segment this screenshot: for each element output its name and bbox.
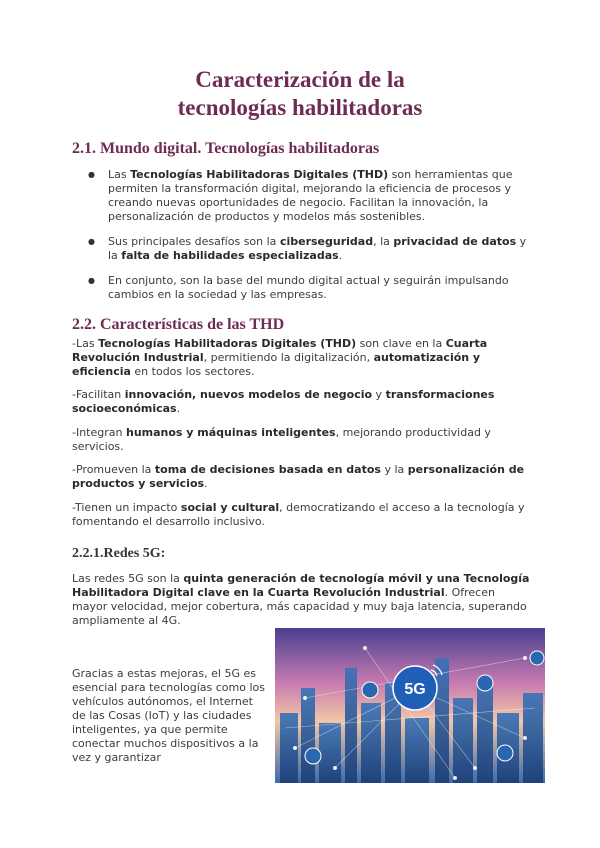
section-heading-mundo-digital: 2.1. Mundo digital. Tecnologías habilitadoras bbox=[72, 140, 380, 157]
five-g-label: 5G bbox=[404, 681, 426, 698]
paragraph: -Tienen un impacto social y cultural, democratizando el acceso a la tecnología y fomentando el desarrollo inclusivo. bbox=[72, 501, 525, 528]
paragraph: -Integran humanos y máquinas inteligentes, mejorando productividad y servicios. bbox=[72, 426, 491, 453]
paragraph: -Promueven la toma de decisiones basada en datos y la personalización de productos y servicios. bbox=[72, 463, 525, 490]
section-heading-caracteristicas: 2.2. Características de las THD bbox=[72, 316, 285, 333]
thd-bullet-list bbox=[88, 168, 534, 313]
section-heading-redes-5g: 2.2.1.Redes 5G: bbox=[72, 546, 166, 561]
list-item: ● Las Tecnologías Habilitadoras Digitales (THD) son herramientas que permiten la transformación digital, mejorando la eficiencia de procesos y creando nuevas oportunidades de negocio. Facilitan la innovación, la personalización de productos y modelos más sostenibles. bbox=[88, 168, 534, 224]
paragraph: Las redes 5G son la quinta generación de tecnología móvil y una Tecnología Habilitadora Digital clave en la Cuarta Revolución Industrial. Ofrecen mayor velocidad, mejor cobertura, más capacidad y muy baja latencia, superando ampliamente al 4G. bbox=[72, 572, 530, 627]
paragraph: -Facilitan innovación, nuevos modelos de negocio y transformaciones socioeconómicas. bbox=[72, 388, 495, 415]
title-line-1: Caracterización de la bbox=[195, 67, 405, 92]
paragraph: -Las Tecnologías Habilitadoras Digitales (THD) son clave en la Cuarta Revolución Industrial, permitiendo la digitalización, automatización y eficiencia en todos los sectores. bbox=[72, 337, 488, 378]
page-title bbox=[0, 66, 600, 122]
title-line-2: tecnologías habilitadoras bbox=[177, 95, 423, 120]
list-item: ● Sus principales desafíos son la ciberseguridad, la privacidad de datos y la falta de habilidades especializadas. bbox=[88, 235, 534, 263]
smart-city-5g-image bbox=[275, 628, 545, 783]
list-item: ● En conjunto, son la base del mundo digital actual y seguirán impulsando cambios en la sociedad y las empresas. bbox=[88, 274, 534, 302]
paragraph: Gracias a estas mejoras, el 5G es esencial para tecnologías como los vehículos autónomos, el Internet de las Cosas (IoT) y las ciudades inteligentes, ya que permite conectar muchos dispositivos a la vez y garantizar bbox=[72, 667, 265, 764]
